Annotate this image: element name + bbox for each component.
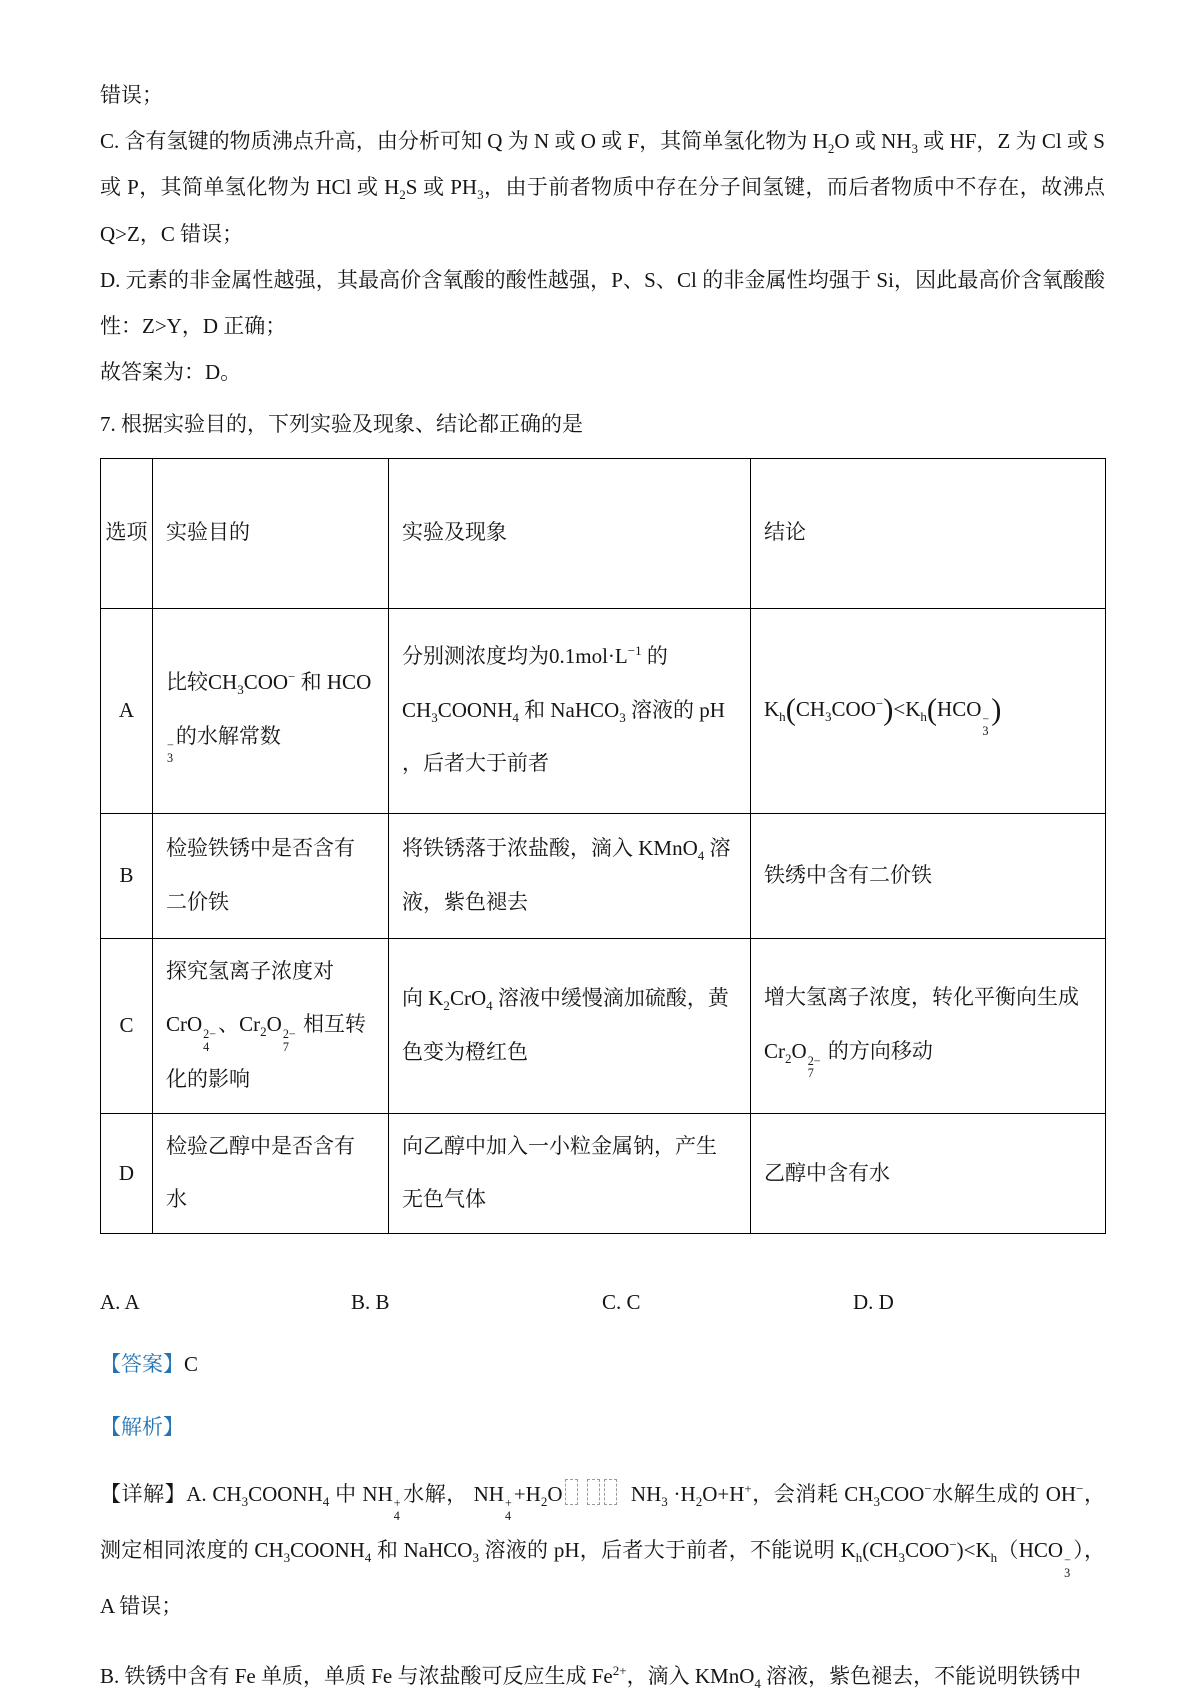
cell-d-conclusion: 乙醇中含有水 xyxy=(751,1113,1106,1233)
header-option: 选项 xyxy=(101,458,153,608)
detail-paragraph-a xyxy=(100,1467,1105,1635)
choice-b: B. B xyxy=(351,1289,390,1314)
table-row-d xyxy=(101,1113,1106,1233)
cell-c-option: C xyxy=(101,938,153,1113)
cell-a-option: A xyxy=(101,608,153,813)
header-experiment: 实验及现象 xyxy=(389,458,751,608)
analysis-label: 【解析】 xyxy=(100,1415,184,1440)
cell-b-option: B xyxy=(101,813,153,938)
prev-conclusion: 故答案为：D。 xyxy=(100,360,242,385)
table-row-a xyxy=(101,608,1106,813)
cell-c-conclusion: 增大氢离子浓度，转化平衡向生成 $Cr_2O$ 2− 7 的方向移动 xyxy=(751,938,1106,1113)
cell-c-purpose: 探究氢离子浓度对 CrO 2− 4 、$Cr_2O$ 2− 7 相互转化的影响 xyxy=(153,938,389,1113)
prev-answer-tail: 错误； xyxy=(100,83,163,107)
answer-line xyxy=(100,1348,1105,1382)
answer-value: C xyxy=(184,1351,199,1376)
header-purpose: 实验目的 xyxy=(153,458,389,608)
detail-paragraph-b: B. 铁锈中含有 Fe 单质，单质 Fe 与浓盐酸可反应生成 $Fe^{2+}$，滴入 KMnO$_4$ 溶液，紫色褪去，不能说明铁锈中 xyxy=(100,1663,1082,1692)
answer-choices xyxy=(100,1286,1105,1320)
choice-a: A. A xyxy=(100,1289,140,1314)
table-row-b xyxy=(101,813,1106,938)
detail-a-text: A. $CH_3COONH_4$ 中 NH + 4 水解， NH + 4 $+H_2O$ $NH_3 \cdot H_2O+H^+$，会消耗 $CH_3COO^-$水解生成的 OH−，测定相同浓度的 $CH_3COONH_4$ 和 NaHCO$_3$ 溶液的 pH，后者大于前者，不能说明 $K_h(CH_3COO^-)<K_h(HCO$ − 3 ），A 错误； xyxy=(100,1482,1105,1619)
cell-a-purpose: 比较$CH_3COO^-$ 和 HCO − 3 的水解常数 xyxy=(153,608,389,813)
option-c-explanation: C. 含有氢键的物质沸点升高，由分析可知 Q 为 N 或 O 或 F，其简单氢化物为 $H_2O$ 或 $NH_3$ 或 HF，Z 为 Cl 或 S 或 P，其简单氢化物为 HCl 或 $H_2S$ 或 $PH_3$，由于前者物质中存在分子间氢键，而后者物质中不存在，故沸点 Q>Z，C 错误； xyxy=(100,129,1105,246)
cell-d-experiment: 向乙醇中加入一小粒金属钠，产生无色气体 xyxy=(389,1113,751,1233)
cell-a-conclusion: $K_h(CH_3COO^-)<K_h(HCO$ − 3 ) xyxy=(751,608,1106,813)
cell-b-purpose: 检验铁锈中是否含有二价铁 xyxy=(153,813,389,938)
cell-d-purpose: 检验乙醇中是否含有水 xyxy=(153,1113,389,1233)
choice-c: C. C xyxy=(602,1289,641,1314)
option-d-explanation: D. 元素的非金属性越强，其最高价含氧酸的酸性越强，P、S、Cl 的非金属性均强于 Si，因此最高价含氧酸酸性：Z>Y，D 正确； xyxy=(100,267,1105,338)
choice-d: D. D xyxy=(853,1289,894,1314)
cell-d-option: D xyxy=(101,1113,153,1233)
table-header-row xyxy=(101,458,1106,608)
detail-label: 【详解】 xyxy=(100,1481,187,1506)
cell-b-conclusion: 铁绣中含有二价铁 xyxy=(751,813,1106,938)
table-row-c xyxy=(101,938,1106,1113)
cell-b-experiment: 将铁锈落于浓盐酸，滴入 KMnO$_4$ 溶液，紫色褪去 xyxy=(389,813,751,938)
analysis-line xyxy=(100,1411,1105,1445)
cell-c-experiment: 向 $K_2CrO_4$ 溶液中缓慢滴加硫酸，黄色变为橙红色 xyxy=(389,938,751,1113)
cell-a-experiment: 分别测浓度均为$0.1mol\cdot L^{-1}$ 的 $CH_3COONH_4$ 和 NaHCO$_3$ 溶液的 pH ，后者大于前者 xyxy=(389,608,751,813)
header-conclusion: 结论 xyxy=(751,458,1106,608)
question-7-stem: 7. 根据实验目的，下列实验及现象、结论都正确的是 xyxy=(100,412,583,437)
answer-label: 【答案】 xyxy=(100,1351,184,1376)
question-7-table xyxy=(100,458,1106,1234)
